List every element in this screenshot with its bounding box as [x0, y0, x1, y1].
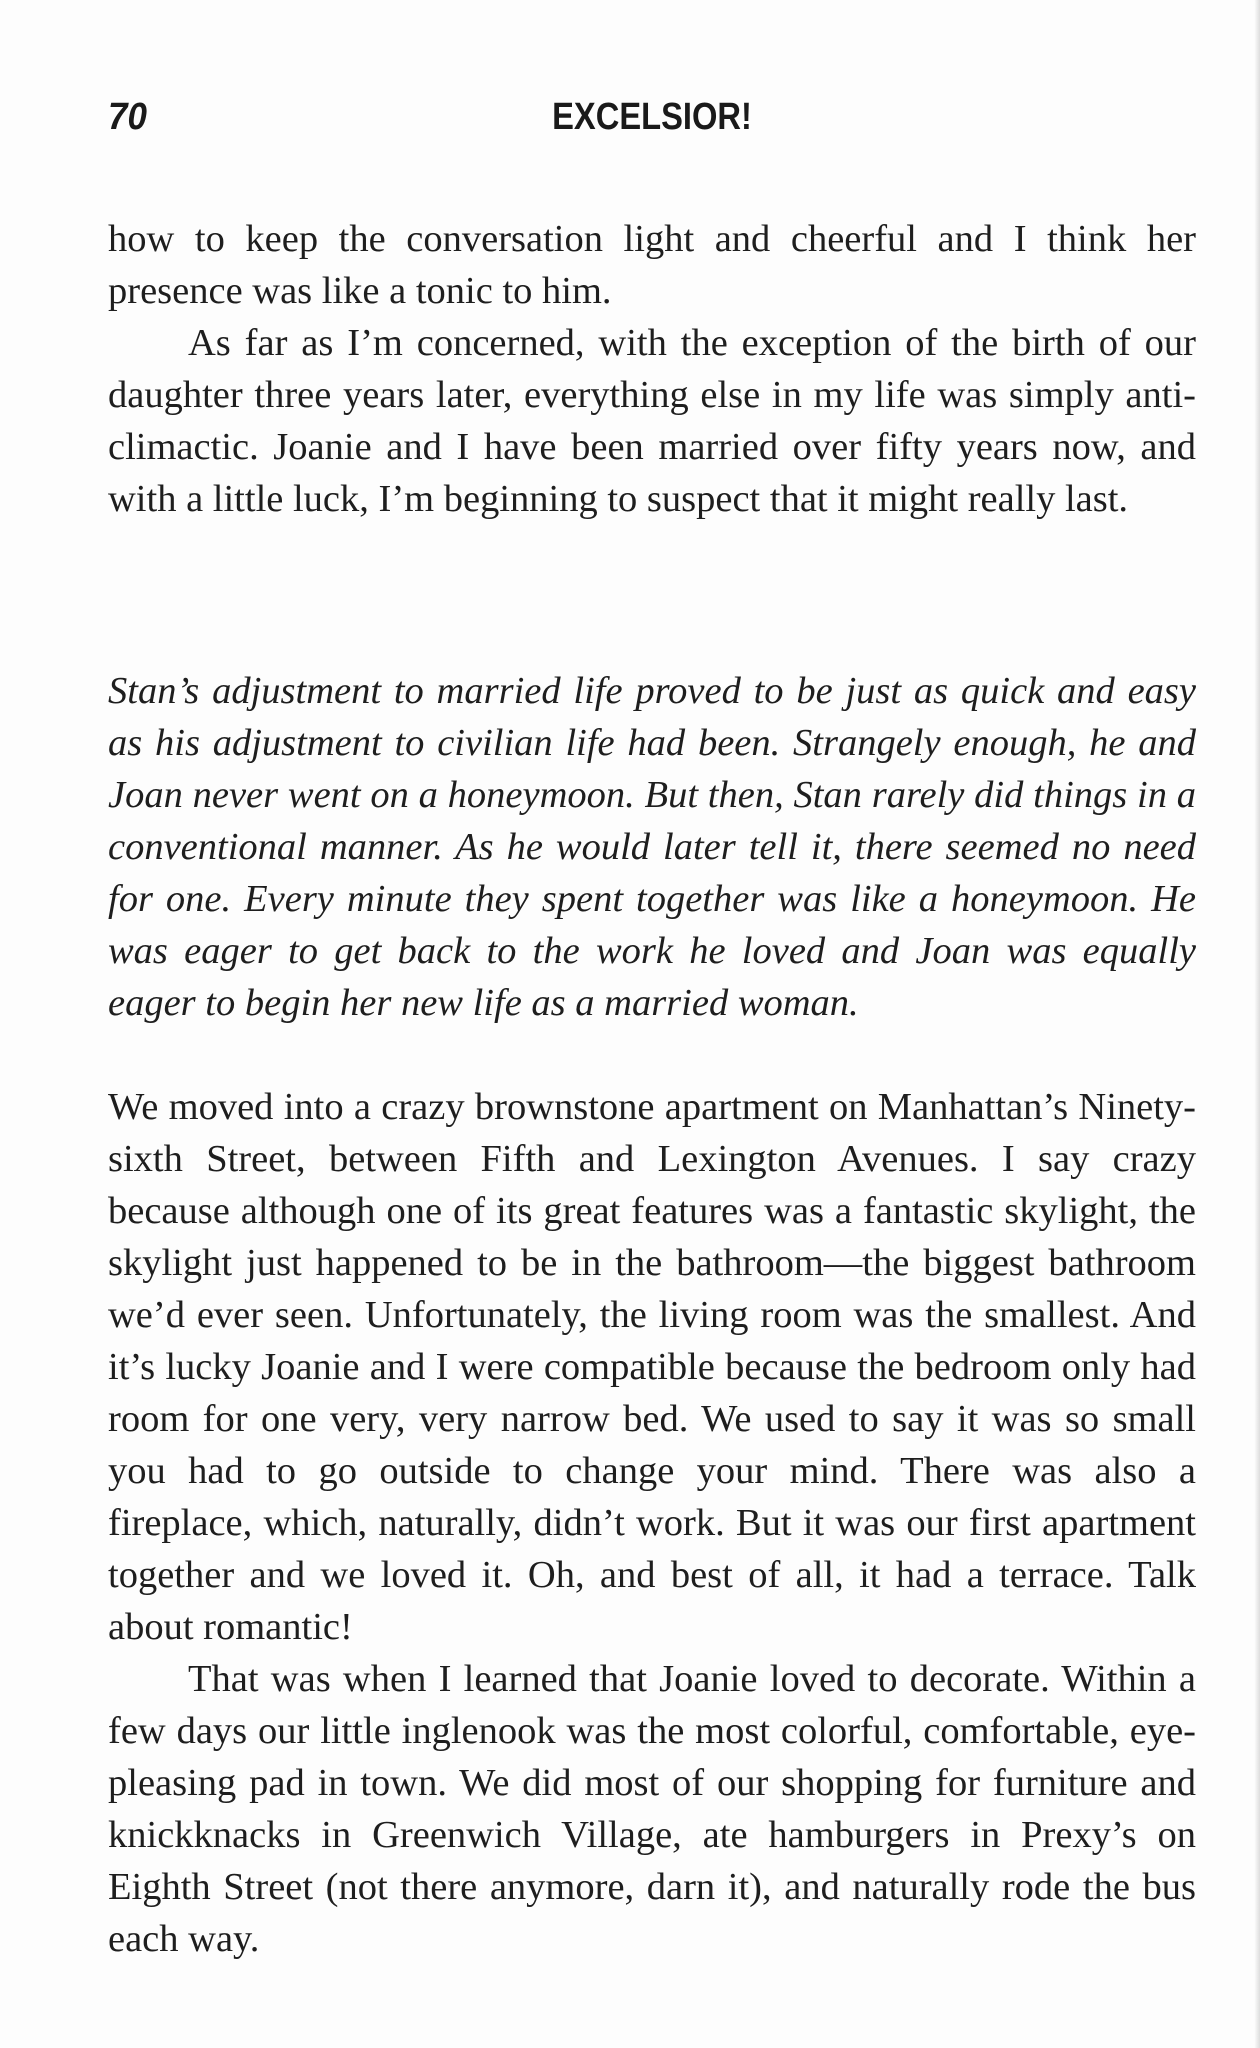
italic-narration: Stan’s adjustment to married life proved to be just as quick and easy as his adjustment to civilian life had been. Strangely enough, he and Joan never went on a honeymoon. But then, Stan rarely did things in a conventional manner. As he would later tell it, there seemed no need for one. Every minute they spent together was like a honeymoon. He was eager to get back to the work he loved and Joan was equally eager to begin her new life as a married woman.: [108, 670, 1196, 1024]
body-text: [108, 213, 1196, 1965]
book-title: EXCELSIOR!: [552, 96, 752, 138]
page-number: 70: [108, 96, 147, 138]
paragraph-apartment: We moved into a crazy brownstone apartment on Manhattan’s Ninety-sixth Street, between Fifth and Lexington Avenues. I say crazy because although one of its great features was a fantastic skylight, the skylight just happened to be in the bathroom—the biggest bathroom we’d ever seen. Unfortunately, the living room was the smallest. And it’s lucky Joanie and I were compatible because the bedroom only had room for one very, very narrow bed. We used to say it was so small you had to go outside to change your mind. There was also a fireplace, which, naturally, didn’t work. But it was our first apartment together and we loved it. Oh, and best of all, it had a terrace. Talk about romantic!: [108, 1086, 1196, 1648]
paragraph-marriage: As far as I’m concerned, with the exception of the birth of our daughter three years later, everything else in my life was simply anticlimactic. Joanie and I have been married over fifty years now, and with a little luck, I’m beginning to suspect that it might really last.: [108, 322, 1196, 520]
paragraph-continuation: how to keep the conversation light and cheerful and I think her presence was like a tonic to him.: [108, 218, 1196, 312]
running-head: [108, 96, 1196, 146]
page-edge-shadow: [1254, 0, 1260, 2048]
paragraph-decorate: That was when I learned that Joanie loved to decorate. Within a few days our little inglenook was the most colorful, comfortable, eye-pleasing pad in town. We did most of our shopping for furniture and knickknacks in Greenwich Village, ate hamburgers in Prexy’s on Eighth Street (not there anymore, darn it), and naturally rode the bus each way.: [108, 1658, 1196, 1960]
